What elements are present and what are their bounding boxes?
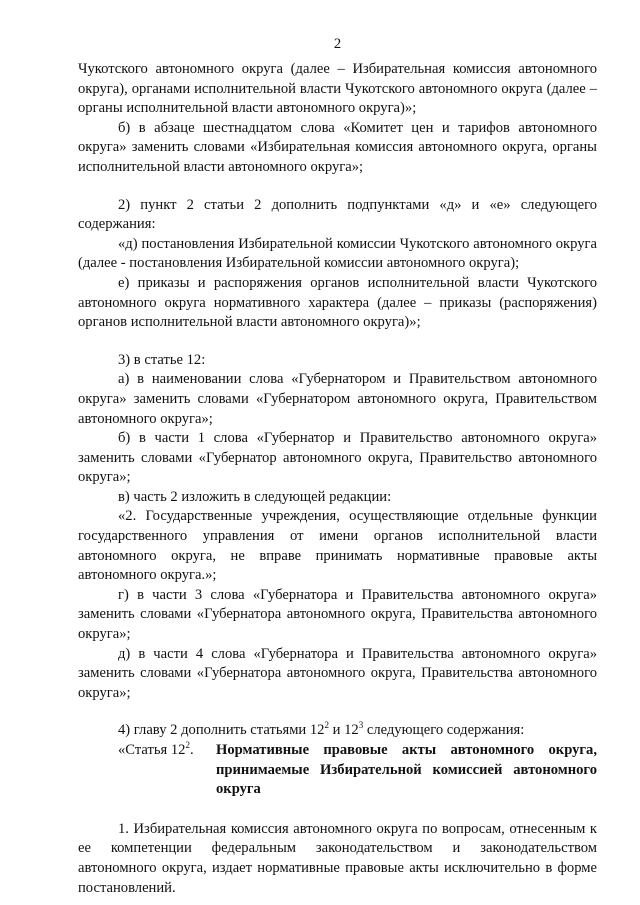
superscript: 2	[185, 740, 190, 751]
item-4-middle: и 12	[328, 722, 359, 739]
block-1	[78, 60, 597, 178]
block-3	[78, 351, 597, 704]
paragraph: в) часть 2 изложить в следующей редакции:	[118, 488, 392, 505]
page-number: 2	[333, 36, 342, 52]
paragraph: «д) постановления Избирательной комиссии Чукотского автономного округа (далее - постановления Избирательной комиссии автономного округа);	[78, 235, 597, 272]
item-4-before: 4) главу 2 дополнить статьями 12	[118, 722, 325, 739]
paragraph-gap	[78, 333, 597, 351]
article-heading	[78, 741, 597, 800]
paragraph-gap	[78, 178, 597, 196]
superscript: 3	[358, 720, 364, 731]
article-label: «Статья $12^2$.	[118, 740, 194, 758]
paragraph: е) приказы и распоряжения органов исполнительной власти Чукотского автономного округа нормативного характера (далее – приказы (распоряжения) органов исполнительной власти автономного округа)»;	[78, 274, 597, 331]
paragraph: а) в наименовании слова «Губернатором и Правительством автономного округа» заменить словами «Губернатором автономного округа, Правительством автономного округа»;	[78, 371, 597, 427]
paragraph-final: 1. Избирательная комиссия автономного округа по вопросам, отнесенным к ее компетенции федеральным законодательством и законодательством автономного округа, издает нормативные правовые акты исключительно в форме постановлений.	[78, 820, 597, 896]
article-title: Нормативные правовые акты автономного округа, принимаемые Избирательной комиссией автономного округа	[216, 742, 597, 798]
paragraph: г) в части 3 слова «Губернатора и Правительства автономного округа» заменить словами «Губернатора автономного округа, Правительства автономного округа»;	[78, 586, 597, 643]
paragraph: «2. Государственные учреждения, осуществляющие отдельные функции государственного управления от имени органов исполнительной власти автономного округа, не вправе принимать нормативные правовые акты автономного округа.»;	[78, 508, 597, 584]
item-4-after: следующего содержания:	[363, 722, 525, 739]
paragraph: б) в абзаце шестнадцатом слова «Комитет цен и тарифов автономного округа» заменить словами «Избирательная комиссия автономного округа, органы исполнительной власти автономного округа»;	[78, 119, 597, 175]
paragraph: б) в части 1 слова «Губернатор и Правительство автономного округа» заменить словами «Губернатор автономного округа, Правительство автономного округа»;	[78, 430, 597, 486]
paragraph: 3) в статье 12:	[118, 351, 206, 368]
paragraph: 2) пункт 2 статьи 2 дополнить подпунктами «д» и «е» следующего содержания:	[78, 196, 597, 233]
paragraph-gap	[78, 703, 597, 721]
document-page	[78, 34, 597, 898]
block-2	[78, 196, 597, 333]
paragraph: Чукотского автономного округа (далее – Избирательная комиссия автономного округа), органами исполнительной власти Чукотского автономного округа (далее – органы исполнительной власти автономного округа)»;	[78, 61, 597, 117]
paragraph: д) в части 4 слова «Губернатора и Правительства автономного округа» заменить словами «Губернатора автономного округа, Правительства автономного округа»;	[78, 645, 597, 701]
item-4-paragraph	[78, 721, 597, 741]
superscript: 2	[324, 720, 329, 731]
paragraph-gap	[78, 800, 597, 820]
